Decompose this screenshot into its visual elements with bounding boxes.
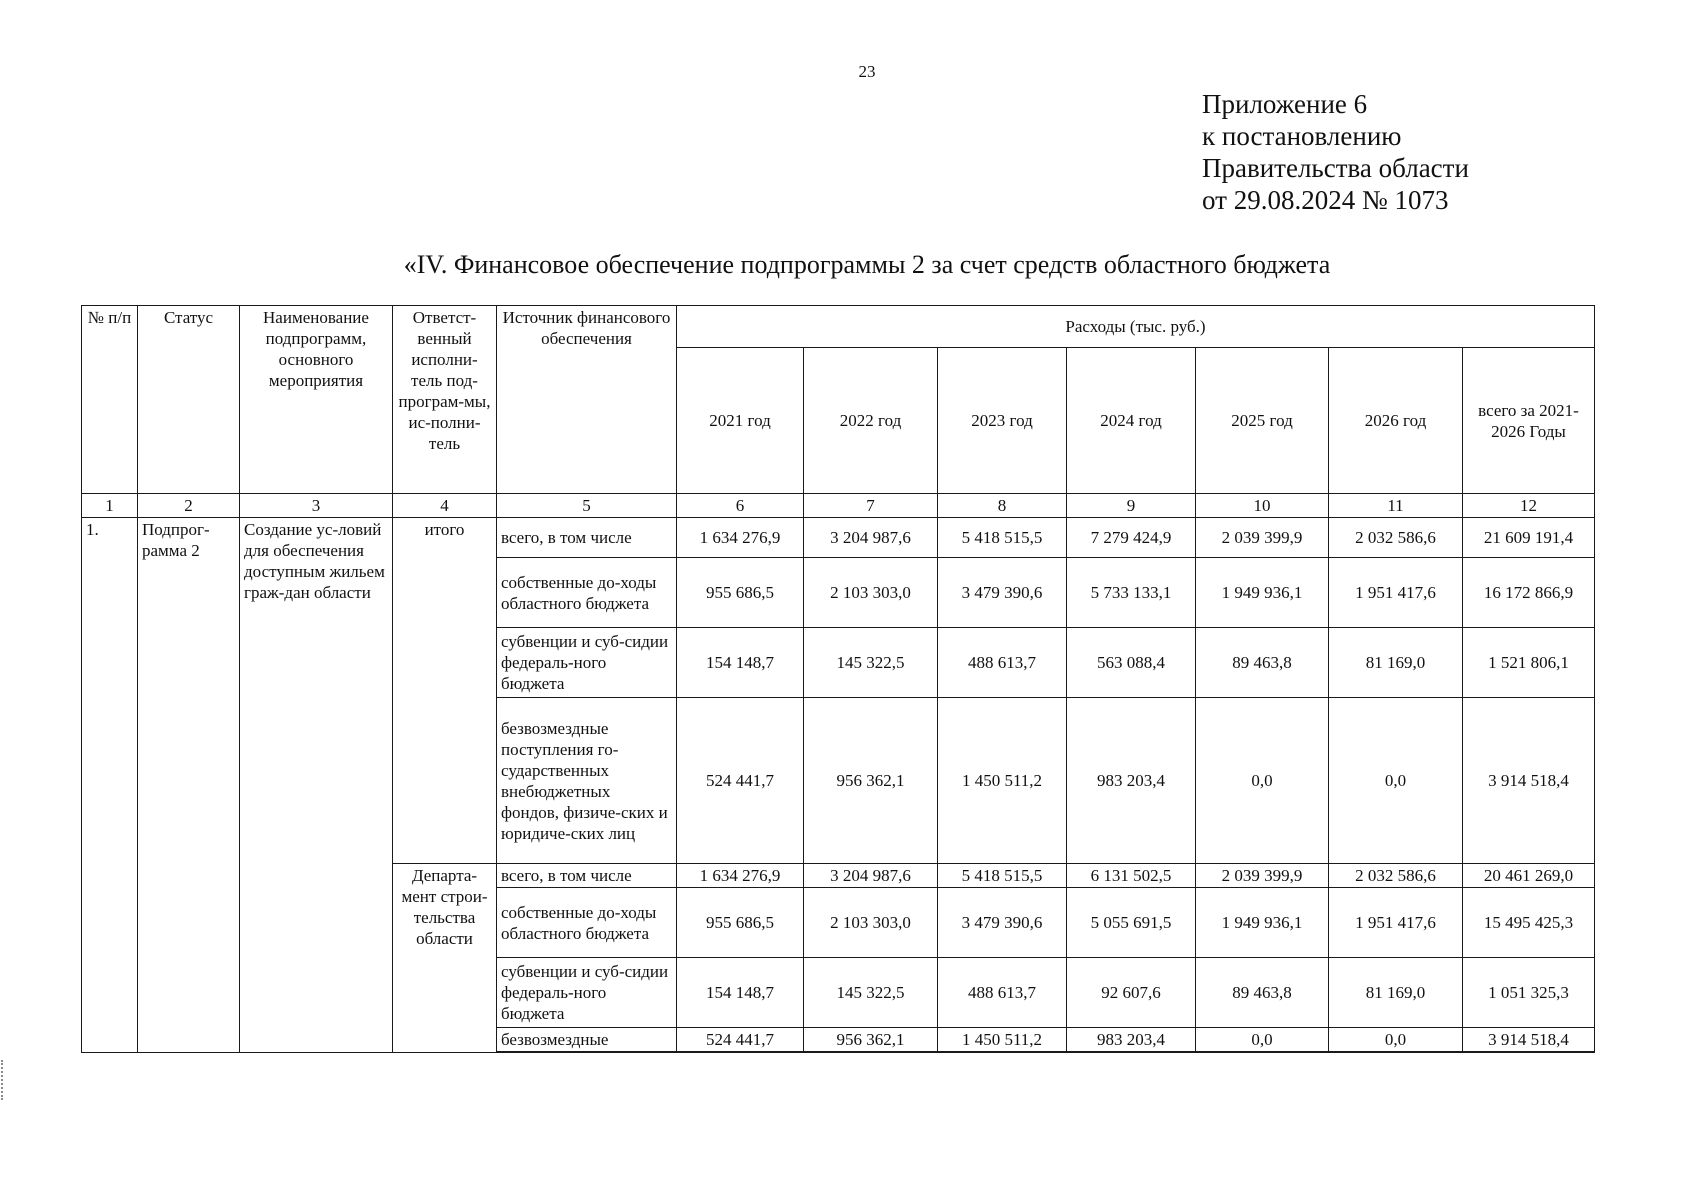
value-cell: 983 203,4 [1067, 1028, 1196, 1053]
value-cell: 956 362,1 [804, 698, 938, 864]
value-cell: 2 032 586,6 [1329, 518, 1463, 558]
appendix-line: к постановлению [1202, 121, 1402, 151]
column-number: 2 [138, 494, 240, 518]
scan-edge-marks [1, 1060, 5, 1100]
value-cell: 563 088,4 [1067, 628, 1196, 698]
header-year-2025: 2025 год [1196, 348, 1329, 494]
source-cell: всего, в том числе [497, 518, 677, 558]
value-cell: 145 322,5 [804, 628, 938, 698]
value-cell: 0,0 [1196, 1028, 1329, 1053]
header-year-2026: 2026 год [1329, 348, 1463, 494]
source-cell: безвозмездные [497, 1028, 677, 1053]
value-cell: 3 479 390,6 [938, 558, 1067, 628]
value-cell: 1 450 511,2 [938, 1028, 1067, 1053]
header-status: Статус [138, 306, 240, 494]
value-cell: 92 607,6 [1067, 958, 1196, 1028]
value-cell: 154 148,7 [677, 958, 804, 1028]
value-cell: 0,0 [1329, 1028, 1463, 1053]
appendix-line: Приложение 6 [1202, 89, 1368, 119]
source-cell: собственные до-ходы областного бюджета [497, 888, 677, 958]
value-cell: 145 322,5 [804, 958, 938, 1028]
value-cell: 524 441,7 [677, 1028, 804, 1053]
header-source: Источник финансового обеспечения [497, 306, 677, 494]
value-cell: 7 279 424,9 [1067, 518, 1196, 558]
column-number: 5 [497, 494, 677, 518]
header-year-2021: 2021 год [677, 348, 804, 494]
value-cell: 2 103 303,0 [804, 558, 938, 628]
value-cell: 1 634 276,9 [677, 864, 804, 888]
value-cell: 16 172 866,9 [1463, 558, 1595, 628]
value-cell: 3 204 987,6 [804, 864, 938, 888]
value-cell: 1 949 936,1 [1196, 558, 1329, 628]
value-cell: 154 148,7 [677, 628, 804, 698]
value-cell: 2 103 303,0 [804, 888, 938, 958]
value-cell: 20 461 269,0 [1463, 864, 1595, 888]
value-cell: 15 495 425,3 [1463, 888, 1595, 958]
column-number: 12 [1463, 494, 1595, 518]
column-number: 6 [677, 494, 804, 518]
value-cell: 488 613,7 [938, 628, 1067, 698]
column-number: 10 [1196, 494, 1329, 518]
value-cell: 2 039 399,9 [1196, 864, 1329, 888]
value-cell: 1 951 417,6 [1329, 888, 1463, 958]
value-cell: 1 051 325,3 [1463, 958, 1595, 1028]
header-year-2023: 2023 год [938, 348, 1067, 494]
value-cell: 3 479 390,6 [938, 888, 1067, 958]
column-number: 1 [82, 494, 138, 518]
value-cell: 956 362,1 [804, 1028, 938, 1053]
row-status: Подпрог-рамма 2 [138, 518, 240, 1053]
header-year-2024: 2024 год [1067, 348, 1196, 494]
column-number: 9 [1067, 494, 1196, 518]
value-cell: 1 450 511,2 [938, 698, 1067, 864]
value-cell: 21 609 191,4 [1463, 518, 1595, 558]
source-cell: всего, в том числе [497, 864, 677, 888]
value-cell: 2 039 399,9 [1196, 518, 1329, 558]
column-number: 4 [393, 494, 497, 518]
column-number: 3 [240, 494, 393, 518]
value-cell: 524 441,7 [677, 698, 804, 864]
value-cell: 1 949 936,1 [1196, 888, 1329, 958]
header-executor: Ответст-венный исполни-тель под-програм-мы, ис-полни-тель [393, 306, 497, 494]
value-cell: 955 686,5 [677, 888, 804, 958]
column-number: 11 [1329, 494, 1463, 518]
value-cell: 0,0 [1329, 698, 1463, 864]
header-total: всего за 2021-2026 Годы [1463, 348, 1595, 494]
value-cell: 2 032 586,6 [1329, 864, 1463, 888]
appendix-line: от 29.08.2024 № 1073 [1202, 185, 1449, 215]
source-cell: субвенции и суб-сидии федераль-ного бюджета [497, 628, 677, 698]
value-cell: 3 914 518,4 [1463, 698, 1595, 864]
value-cell: 81 169,0 [1329, 958, 1463, 1028]
value-cell: 3 914 518,4 [1463, 1028, 1595, 1053]
header-name: Наименование подпрограмм, основного мероприятия [240, 306, 393, 494]
table-row [82, 518, 1595, 558]
header-year-2022: 2022 год [804, 348, 938, 494]
financing-table [81, 305, 1595, 1053]
value-cell: 5 733 133,1 [1067, 558, 1196, 628]
row-executor: итого [393, 518, 497, 864]
value-cell: 3 204 987,6 [804, 518, 938, 558]
value-cell: 1 521 806,1 [1463, 628, 1595, 698]
row-executor: Департа-мент строи-тельства области [393, 864, 497, 1053]
value-cell: 983 203,4 [1067, 698, 1196, 864]
header-num: № п/п [82, 306, 138, 494]
value-cell: 1 951 417,6 [1329, 558, 1463, 628]
value-cell: 89 463,8 [1196, 628, 1329, 698]
value-cell: 1 634 276,9 [677, 518, 804, 558]
value-cell: 5 055 691,5 [1067, 888, 1196, 958]
value-cell: 81 169,0 [1329, 628, 1463, 698]
document-title: «IV. Финансовое обеспечение подпрограммы 2 за счет средств областного бюджета [403, 250, 1331, 279]
column-number: 8 [938, 494, 1067, 518]
header-expenses: Расходы (тыс. руб.) [677, 306, 1595, 348]
column-number: 7 [804, 494, 938, 518]
value-cell: 6 131 502,5 [1067, 864, 1196, 888]
appendix-line: Правительства области [1202, 153, 1469, 183]
value-cell: 488 613,7 [938, 958, 1067, 1028]
source-cell: собственные до-ходы областного бюджета [497, 558, 677, 628]
row-name: Создание ус-ловий для обеспечения доступным жильем граж-дан области [240, 518, 393, 1053]
source-cell: субвенции и суб-сидии федераль-ного бюджета [497, 958, 677, 1028]
value-cell: 5 418 515,5 [938, 864, 1067, 888]
value-cell: 5 418 515,5 [938, 518, 1067, 558]
page-number: 23 [858, 62, 876, 81]
row-number: 1. [82, 518, 138, 1053]
value-cell: 955 686,5 [677, 558, 804, 628]
source-cell: безвозмездные поступления го-сударственных внебюджетных фондов, физиче-ских и юридиче-ских лиц [497, 698, 677, 864]
value-cell: 0,0 [1196, 698, 1329, 864]
appendix-block [1202, 88, 1469, 216]
value-cell: 89 463,8 [1196, 958, 1329, 1028]
